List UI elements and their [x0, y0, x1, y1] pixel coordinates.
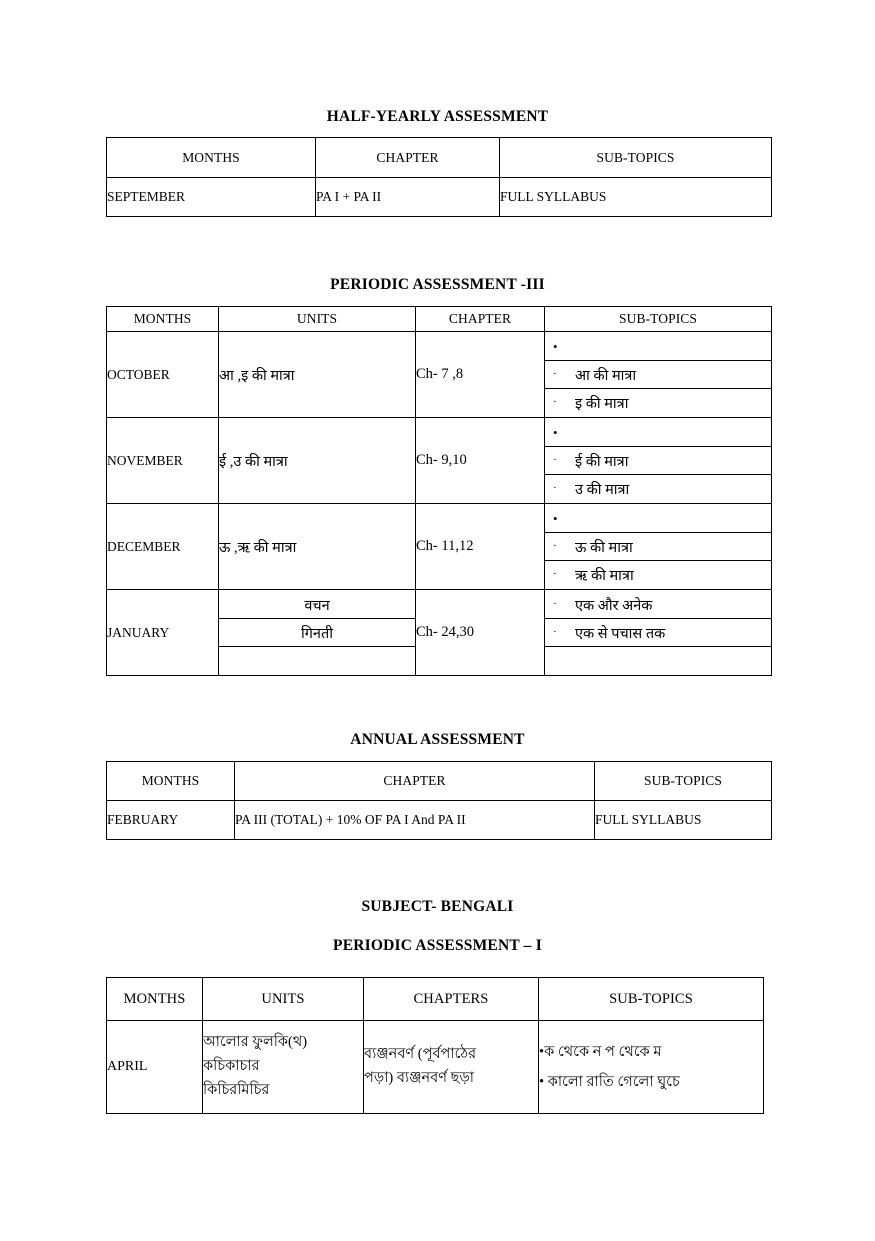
sub-topic-item: [545, 619, 771, 647]
table-annual-assessment: [106, 761, 772, 840]
bullet-icon: •: [553, 425, 558, 440]
column-header-chapters: CHAPTERS: [364, 978, 539, 1021]
table-header-row: [107, 978, 764, 1021]
sub-topic-text: एक और अनेक: [575, 597, 653, 614]
sub-topic-item: [545, 389, 771, 416]
sub-topic-item: [545, 475, 771, 502]
units-line: আলোর ফুলকি(থ): [203, 1034, 308, 1051]
table-row: [107, 590, 772, 676]
cell-month: OCTOBER: [107, 332, 219, 418]
column-header-sub-topics: SUB-TOPICS: [595, 762, 772, 801]
cell-month: SEPTEMBER: [107, 178, 316, 217]
units-item: [219, 647, 415, 674]
cell-month: NOVEMBER: [107, 418, 219, 504]
cell-sub-topics: [545, 504, 772, 590]
column-header-sub-topics: SUB-TOPICS: [500, 138, 772, 178]
table-row: [107, 332, 772, 418]
sub-topic-item: • কালো রাতি গেলো ঘুচে: [539, 1074, 680, 1090]
cell-chapter: Ch- 7 ,8: [416, 332, 545, 418]
cell-sub-topics: [545, 590, 772, 676]
units-line: কিচিরমিচির: [203, 1081, 270, 1098]
sub-topic-item: [545, 591, 771, 619]
bullet-icon: ·: [553, 568, 557, 580]
cell-units: [203, 1021, 364, 1114]
cell-chapter: Ch- 9,10: [416, 418, 545, 504]
table-row: [107, 1021, 764, 1114]
bullet-icon: ·: [553, 626, 557, 638]
cell-sub-topics: [545, 332, 772, 418]
table-header-row: [107, 307, 772, 332]
sub-topic-item: [545, 361, 771, 389]
bullet-icon: •: [553, 339, 558, 354]
sub-topic-item: [545, 561, 771, 588]
chapters-line: পড়া) ব্যঞ্জনবর্ণ ছড়া: [364, 1070, 474, 1086]
table-header-row: [107, 762, 772, 801]
sub-topic-item: [545, 533, 771, 561]
sub-topic-text: आ की मात्रा: [575, 367, 637, 384]
table-header-row: [107, 138, 772, 178]
bullet-icon: ·: [553, 454, 557, 466]
column-header-units: UNITS: [203, 978, 364, 1021]
column-header-sub-topics: SUB-TOPICS: [545, 307, 772, 332]
cell-chapter: PA III (TOTAL) + 10% OF PA I And PA II: [235, 801, 595, 840]
heading-annual-assessment: ANNUAL ASSESSMENT: [350, 731, 525, 748]
sub-topic-text: उ की मात्रा: [575, 481, 630, 498]
table-periodic-assessment-3: [106, 306, 772, 676]
cell-units: ऊ ,ऋ की मात्रा: [219, 504, 416, 590]
bullet-icon: ·: [553, 482, 557, 494]
cell-sub-topics: [539, 1021, 764, 1114]
cell-chapters: [364, 1021, 539, 1114]
cell-chapter: Ch- 24,30: [416, 590, 545, 676]
cell-chapter: Ch- 11,12: [416, 504, 545, 590]
table-half-yearly-assessment: [106, 137, 772, 217]
chapters-line: ব্যঞ্জনবর্ণ (পূর্বপাঠের: [364, 1046, 477, 1063]
bullet-icon: ·: [553, 598, 557, 610]
cell-month: FEBRUARY: [107, 801, 235, 840]
units-item: वचन: [219, 591, 415, 619]
heading-periodic-assessment-3: PERIODIC ASSESSMENT -III: [330, 276, 545, 293]
cell-units: आ ,इ की मात्रा: [219, 332, 416, 418]
sub-topic-text: ई की मात्रा: [575, 453, 629, 470]
cell-units: [219, 590, 416, 676]
sub-topic-item: [545, 647, 771, 674]
sub-topic-item: [545, 333, 771, 361]
column-header-months: MONTHS: [107, 978, 203, 1021]
units-item: गिनती: [219, 619, 415, 647]
bullet-icon: ·: [553, 396, 557, 408]
cell-month: JANUARY: [107, 590, 219, 676]
sub-topic-list: [545, 505, 771, 588]
units-line: কচিকাচার: [203, 1058, 260, 1075]
column-header-units: UNITS: [219, 307, 416, 332]
column-header-months: MONTHS: [107, 138, 316, 178]
sub-topic-list: [545, 419, 771, 502]
table-row: [107, 801, 772, 840]
column-header-months: MONTHS: [107, 307, 219, 332]
column-header-chapter: CHAPTER: [235, 762, 595, 801]
table-row: [107, 418, 772, 504]
bullet-icon: •: [553, 511, 558, 526]
table-bengali-periodic-assessment-1: [106, 977, 764, 1114]
cell-sub-topics: FULL SYLLABUS: [595, 801, 772, 840]
cell-chapter: PA I + PA II: [316, 178, 500, 217]
sub-topic-item: [545, 505, 771, 533]
bullet-icon: ·: [553, 368, 557, 380]
sub-topic-text: एक से पचास तक: [575, 625, 666, 642]
column-header-sub-topics: SUB-TOPICS: [539, 978, 764, 1021]
table-row: [107, 178, 772, 217]
sub-topic-item: [545, 419, 771, 447]
sub-topic-list: [545, 591, 771, 674]
cell-sub-topics: [545, 418, 772, 504]
bullet-icon: ·: [553, 540, 557, 552]
cell-units: ई ,उ की मात्रा: [219, 418, 416, 504]
cell-month: APRIL: [107, 1021, 203, 1114]
heading-periodic-assessment-1: PERIODIC ASSESSMENT – I: [333, 937, 542, 954]
sub-topic-text: इ की मात्रा: [575, 395, 629, 412]
table-row: [107, 504, 772, 590]
sub-topic-text: ऋ की मात्रा: [575, 567, 634, 584]
cell-month: DECEMBER: [107, 504, 219, 590]
sub-topic-item: •ক থেকে ন প থেকে ম: [539, 1043, 662, 1060]
column-header-chapter: CHAPTER: [416, 307, 545, 332]
cell-sub-topics: FULL SYLLABUS: [500, 178, 772, 217]
sub-topic-text: ऊ की मात्रा: [575, 539, 633, 556]
heading-half-yearly-assessment: HALF-YEARLY ASSESSMENT: [326, 108, 549, 125]
heading-subject-bengali: SUBJECT- BENGALI: [361, 898, 514, 915]
units-list: [219, 591, 415, 674]
column-header-chapter: CHAPTER: [316, 138, 500, 178]
sub-topic-item: [545, 447, 771, 475]
column-header-months: MONTHS: [107, 762, 235, 801]
sub-topic-list: [545, 333, 771, 416]
